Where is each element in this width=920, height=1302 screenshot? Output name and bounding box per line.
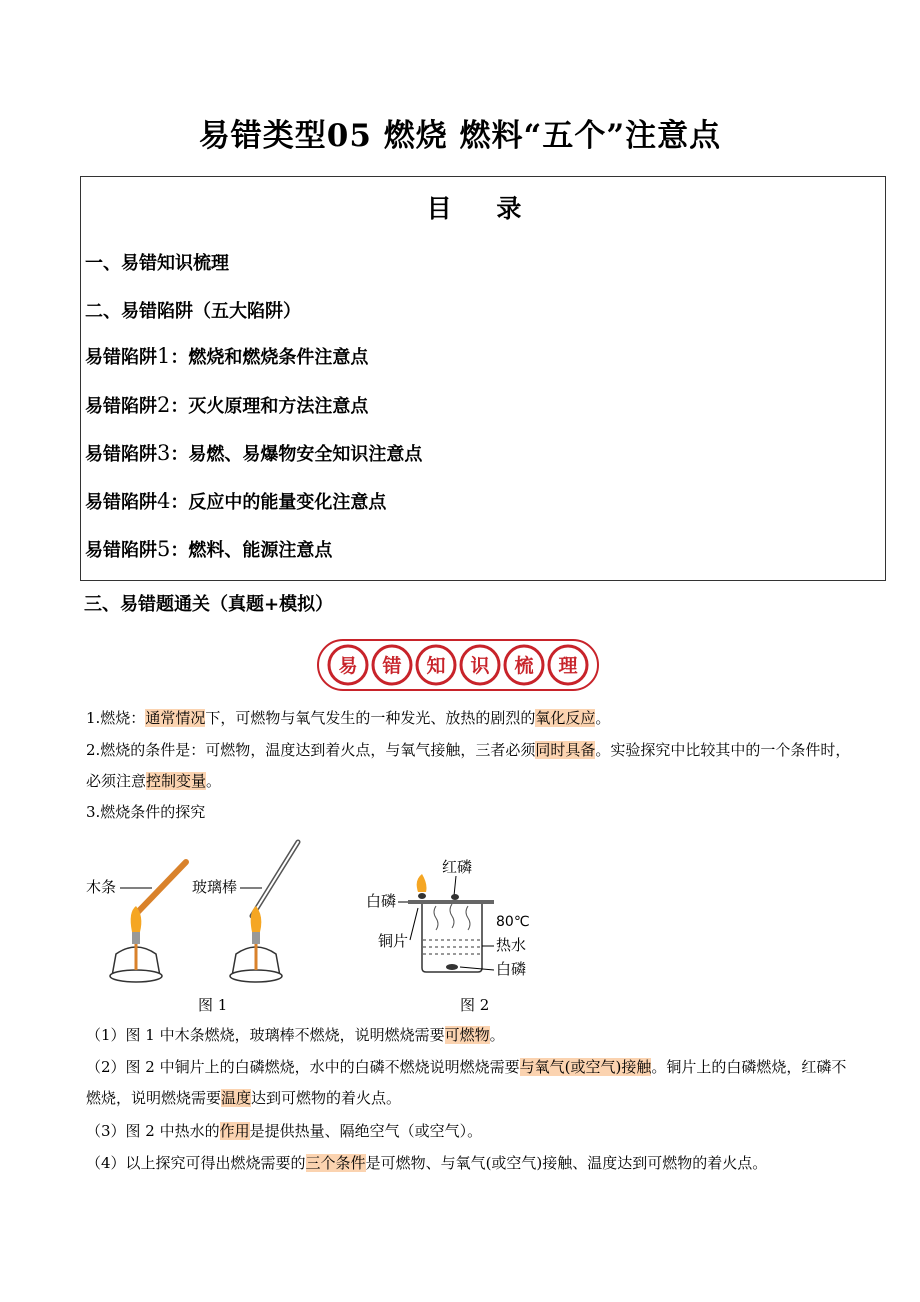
figure-1-caption: 图 1: [198, 996, 228, 1014]
banner-char: 理: [558, 655, 578, 677]
toc-heading: 目 录: [426, 194, 540, 223]
flame-icon: [251, 906, 262, 932]
figure-1: [86, 836, 316, 986]
label-white-phosphorus-bottom: 白磷: [496, 960, 527, 978]
label-copper-sheet: 铜片: [378, 932, 409, 950]
beaker: [422, 904, 482, 972]
toc-trap-4[interactable]: 易错陷阱4：反应中的能量变化注意点: [85, 489, 387, 513]
wooden-stick: [134, 862, 186, 916]
label-white-phosphorus-top: 白磷: [366, 892, 397, 910]
toc-section-2[interactable]: 二、易错陷阱（五大陷阱）: [85, 301, 301, 322]
banner-char: 识: [470, 655, 490, 677]
table-of-contents: [80, 176, 886, 581]
section-banner: [316, 638, 600, 692]
label-red-phosphorus: 红磷: [442, 858, 473, 876]
alcohol-lamp-1: [110, 906, 162, 982]
paragraph-3: 3.燃烧条件的探究: [86, 803, 206, 821]
toc-section-1[interactable]: 一、易错知识梳理: [85, 253, 229, 274]
page-title: 易错类型05 燃烧 燃料“五个”注意点: [198, 118, 722, 154]
label-hot-water: 热水: [496, 936, 527, 954]
question-2: （2）图 2 中铜片上的白磷燃烧，水中的白磷不燃烧说明燃烧需要与氧气(或空气)接触。铜片上的白磷燃烧，红磷不燃烧，说明燃烧需要温度达到可燃物的着火点。: [86, 1058, 847, 1107]
label-glass-rod: 玻璃棒: [192, 878, 238, 896]
toc-trap-3[interactable]: 易错陷阱3：易燃、易爆物安全知识注意点: [85, 441, 423, 465]
question-4: （4）以上探究可得出燃烧需要的三个条件是可燃物、与氧气(或空气)接触、温度达到可燃物的着火点。: [86, 1154, 768, 1172]
figure-2: [360, 850, 550, 980]
figure-2-caption: 图 2: [460, 996, 490, 1014]
toc-trap-2[interactable]: 易错陷阱2：灭火原理和方法注意点: [85, 393, 369, 417]
question-3: （3）图 2 中热水的作用是提供热量、隔绝空气（或空气）。: [86, 1122, 483, 1140]
copper-sheet: [408, 900, 494, 904]
banner-char: 知: [426, 655, 446, 677]
banner-char: 梳: [514, 655, 534, 677]
banner-char: 错: [382, 655, 402, 677]
alcohol-lamp-2: [230, 906, 282, 982]
label-wooden-stick: 木条: [86, 878, 117, 896]
paragraph-1: 1.燃烧：通常情况下，可燃物与氧气发生的一种发光、放热的剧烈的氧化反应。: [86, 709, 611, 727]
toc-trap-5[interactable]: 易错陷阱5：燃料、能源注意点: [85, 537, 333, 561]
banner-char: 易: [338, 655, 358, 677]
banner-chars: [329, 646, 587, 684]
label-temperature: 80℃: [496, 914, 530, 930]
paragraph-2: 2.燃烧的条件是：可燃物，温度达到着火点，与氧气接触，三者必须同时具备。实验探究中比较其中的一个条件时，必须注意控制变量。: [86, 741, 851, 790]
section-3-heading: 三、易错题通关（真题+模拟）: [84, 594, 334, 615]
flame-icon: [417, 874, 427, 892]
toc-trap-1[interactable]: 易错陷阱1：燃烧和燃烧条件注意点: [85, 344, 369, 368]
question-1: （1）图 1 中木条燃烧，玻璃棒不燃烧，说明燃烧需要可燃物。: [86, 1026, 505, 1044]
